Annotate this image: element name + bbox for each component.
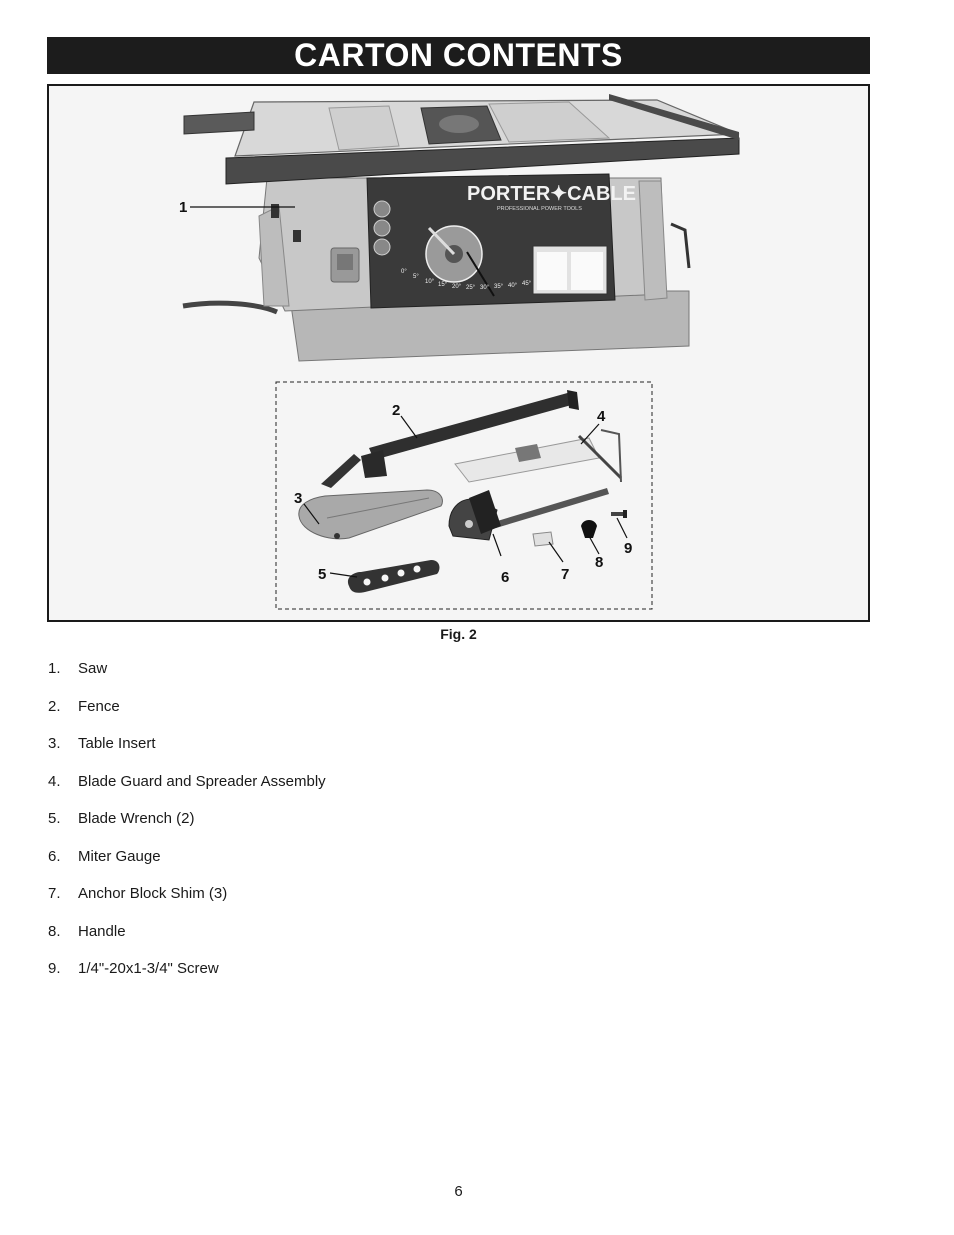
bevel-scale-10: 10° <box>425 279 435 285</box>
list-item: 6. Miter Gauge <box>48 847 161 865</box>
callout-4: 4 <box>597 408 606 425</box>
page-number: 6 <box>454 1183 463 1200</box>
bevel-scale-15: 15° <box>438 282 448 288</box>
callout-8: 8 <box>595 554 604 571</box>
bevel-scale-30: 30° <box>480 285 490 291</box>
bevel-scale-25: 25° <box>466 285 476 291</box>
bevel-scale-0: 0° <box>401 269 407 275</box>
bevel-scale-40: 40° <box>508 283 518 289</box>
list-item: 9. 1/4"-20x1-3/4" Screw <box>48 960 219 977</box>
list-item: 7. Anchor Block Shim (3) <box>48 885 228 902</box>
bevel-scale-35: 35° <box>494 284 504 290</box>
list-item: 3. Table Insert <box>48 735 156 752</box>
bevel-scale-20: 20° <box>452 284 462 290</box>
fence-illustration <box>321 390 579 488</box>
callout-2: 2 <box>392 402 401 419</box>
handle-illustration <box>581 520 597 538</box>
parts-list <box>48 660 326 998</box>
callout-7: 7 <box>561 566 570 583</box>
brand-tagline: PROFESSIONAL POWER TOOLS <box>497 206 582 212</box>
list-item: 8. Handle <box>48 922 126 940</box>
list-item: 4. Blade Guard and Spreader Assembly <box>48 772 326 790</box>
list-item: 2. Fence <box>48 697 120 715</box>
blade-wrench-illustration <box>348 560 440 593</box>
screw-illustration <box>611 510 627 518</box>
table-insert-illustration <box>299 490 443 539</box>
page-title: CARTON CONTENTS <box>47 37 870 74</box>
blade-guard-illustration <box>455 430 621 482</box>
bevel-scale-5: 5° <box>413 274 419 280</box>
callout-3: 3 <box>294 490 303 507</box>
callout-6: 6 <box>501 569 510 586</box>
saw-illustration <box>183 94 739 361</box>
figure-frame <box>47 84 870 622</box>
bevel-scale-45: 45° <box>522 281 532 287</box>
callout-9: 9 <box>624 540 633 557</box>
list-item: 1. Saw <box>48 660 108 677</box>
callout-5: 5 <box>318 566 327 583</box>
callout-1: 1 <box>179 199 188 216</box>
list-item: 5. Blade Wrench (2) <box>48 810 195 827</box>
table-saw-illustration <box>49 86 868 620</box>
figure-caption: Fig. 2 <box>440 626 477 642</box>
brand-logo: PORTER✦CABLE <box>467 183 636 205</box>
